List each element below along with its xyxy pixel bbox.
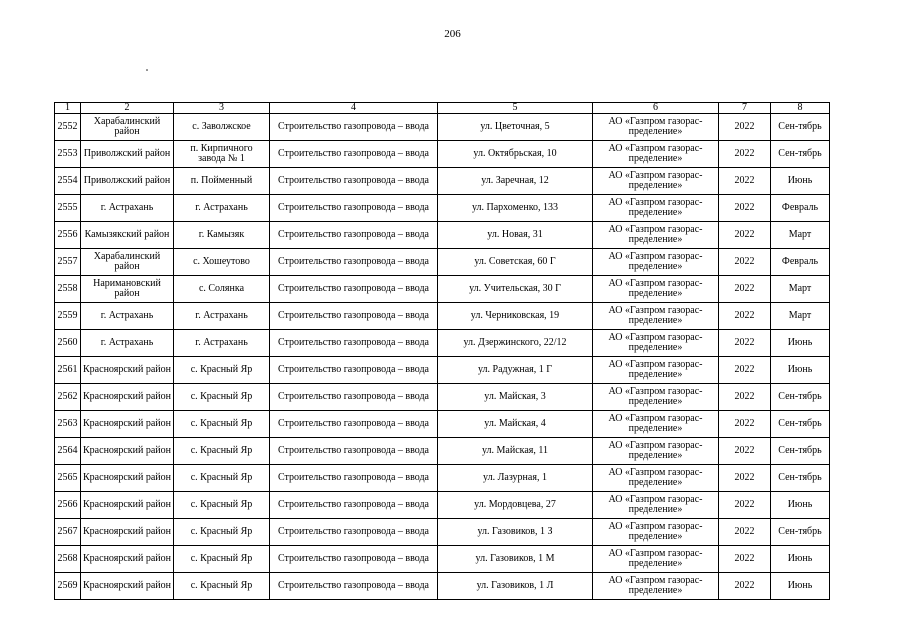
cell-district: Красноярский район: [81, 519, 174, 546]
cell-settlement: с. Красный Яр: [174, 492, 270, 519]
cell-month: Февраль: [771, 195, 830, 222]
cell-year: 2022: [719, 438, 771, 465]
cell-settlement: с. Красный Яр: [174, 384, 270, 411]
table-row: [55, 330, 830, 357]
cell-year: 2022: [719, 249, 771, 276]
cell-organization: АО «Газпром газорас-пределение»: [593, 357, 719, 384]
cell-organization: АО «Газпром газорас-пределение»: [593, 222, 719, 249]
data-table: [54, 102, 830, 600]
cell-work: Строительство газопровода – ввода: [270, 438, 438, 465]
cell-organization: АО «Газпром газорас-пределение»: [593, 492, 719, 519]
cell-number: 2555: [55, 195, 81, 222]
cell-settlement: с. Красный Яр: [174, 519, 270, 546]
cell-work: Строительство газопровода – ввода: [270, 330, 438, 357]
cell-number: 2568: [55, 546, 81, 573]
cell-settlement: г. Астрахань: [174, 330, 270, 357]
cell-street: ул. Майская, 11: [438, 438, 593, 465]
table-row: [55, 141, 830, 168]
cell-month: Июнь: [771, 357, 830, 384]
cell-year: 2022: [719, 465, 771, 492]
cell-street: ул. Мордовцева, 27: [438, 492, 593, 519]
cell-number: 2561: [55, 357, 81, 384]
cell-year: 2022: [719, 303, 771, 330]
cell-year: 2022: [719, 492, 771, 519]
cell-year: 2022: [719, 222, 771, 249]
cell-organization: АО «Газпром газорас-пределение»: [593, 249, 719, 276]
cell-number: 2564: [55, 438, 81, 465]
cell-work: Строительство газопровода – ввода: [270, 168, 438, 195]
cell-month: Июнь: [771, 573, 830, 600]
table-row: [55, 384, 830, 411]
cell-street: ул. Газовиков, 1 З: [438, 519, 593, 546]
cell-district: Красноярский район: [81, 546, 174, 573]
cell-district: Наримановский район: [81, 276, 174, 303]
cell-street: ул. Газовиков, 1 М: [438, 546, 593, 573]
cell-work: Строительство газопровода – ввода: [270, 384, 438, 411]
table-row: [55, 168, 830, 195]
cell-district: Красноярский район: [81, 573, 174, 600]
cell-street: ул. Заречная, 12: [438, 168, 593, 195]
cell-month: Июнь: [771, 546, 830, 573]
cell-organization: АО «Газпром газорас-пределение»: [593, 573, 719, 600]
cell-work: Строительство газопровода – ввода: [270, 519, 438, 546]
cell-number: 2565: [55, 465, 81, 492]
table-row: [55, 357, 830, 384]
table-row: [55, 114, 830, 141]
cell-district: Харабалинский район: [81, 249, 174, 276]
cell-district: Красноярский район: [81, 357, 174, 384]
cell-month: Сен-тябрь: [771, 438, 830, 465]
cell-district: Красноярский район: [81, 465, 174, 492]
cell-work: Строительство газопровода – ввода: [270, 357, 438, 384]
cell-district: Красноярский район: [81, 411, 174, 438]
cell-number: 2567: [55, 519, 81, 546]
column-header: 5: [438, 103, 593, 114]
column-header: 1: [55, 103, 81, 114]
cell-work: Строительство газопровода – ввода: [270, 222, 438, 249]
cell-district: г. Астрахань: [81, 330, 174, 357]
cell-street: ул. Октябрьская, 10: [438, 141, 593, 168]
cell-organization: АО «Газпром газорас-пределение»: [593, 330, 719, 357]
table-row: [55, 465, 830, 492]
column-header: 3: [174, 103, 270, 114]
table-row: [55, 303, 830, 330]
column-header: 6: [593, 103, 719, 114]
cell-work: Строительство газопровода – ввода: [270, 573, 438, 600]
cell-settlement: с. Красный Яр: [174, 411, 270, 438]
cell-month: Июнь: [771, 168, 830, 195]
cell-organization: АО «Газпром газорас-пределение»: [593, 195, 719, 222]
cell-month: Сен-тябрь: [771, 114, 830, 141]
table-row: [55, 573, 830, 600]
cell-street: ул. Майская, 3: [438, 384, 593, 411]
cell-month: Сен-тябрь: [771, 411, 830, 438]
cell-organization: АО «Газпром газорас-пределение»: [593, 168, 719, 195]
cell-year: 2022: [719, 573, 771, 600]
cell-district: Приволжский район: [81, 168, 174, 195]
cell-number: 2560: [55, 330, 81, 357]
cell-month: Март: [771, 303, 830, 330]
cell-street: ул. Газовиков, 1 Л: [438, 573, 593, 600]
cell-settlement: п. Пойменный: [174, 168, 270, 195]
cell-settlement: с. Красный Яр: [174, 573, 270, 600]
cell-settlement: с. Красный Яр: [174, 546, 270, 573]
column-header: 7: [719, 103, 771, 114]
cell-month: Сен-тябрь: [771, 519, 830, 546]
cell-settlement: с. Солянка: [174, 276, 270, 303]
cell-settlement: с. Хошеутово: [174, 249, 270, 276]
cell-number: 2554: [55, 168, 81, 195]
table-row: [55, 438, 830, 465]
table-row: [55, 519, 830, 546]
cell-street: ул. Черниковская, 19: [438, 303, 593, 330]
cell-number: 2552: [55, 114, 81, 141]
cell-work: Строительство газопровода – ввода: [270, 546, 438, 573]
cell-settlement: с. Красный Яр: [174, 357, 270, 384]
cell-year: 2022: [719, 357, 771, 384]
cell-settlement: с. Красный Яр: [174, 438, 270, 465]
table-header-row: [55, 103, 830, 114]
cell-settlement: г. Астрахань: [174, 195, 270, 222]
cell-work: Строительство газопровода – ввода: [270, 114, 438, 141]
cell-district: г. Астрахань: [81, 303, 174, 330]
cell-work: Строительство газопровода – ввода: [270, 276, 438, 303]
cell-month: Март: [771, 222, 830, 249]
cell-year: 2022: [719, 195, 771, 222]
cell-month: Сен-тябрь: [771, 141, 830, 168]
cell-street: ул. Новая, 31: [438, 222, 593, 249]
cell-month: Июнь: [771, 330, 830, 357]
cell-year: 2022: [719, 519, 771, 546]
cell-district: Красноярский район: [81, 438, 174, 465]
cell-number: 2558: [55, 276, 81, 303]
table-row: [55, 546, 830, 573]
column-header: 2: [81, 103, 174, 114]
cell-month: Февраль: [771, 249, 830, 276]
table-row: [55, 492, 830, 519]
cell-work: Строительство газопровода – ввода: [270, 465, 438, 492]
cell-street: ул. Цветочная, 5: [438, 114, 593, 141]
cell-settlement: с. Заволжское: [174, 114, 270, 141]
cell-year: 2022: [719, 168, 771, 195]
cell-district: Приволжский район: [81, 141, 174, 168]
cell-work: Строительство газопровода – ввода: [270, 303, 438, 330]
cell-year: 2022: [719, 384, 771, 411]
cell-settlement: п. Кирпичного завода № 1: [174, 141, 270, 168]
cell-district: Красноярский район: [81, 384, 174, 411]
cell-number: 2553: [55, 141, 81, 168]
cell-month: Сен-тябрь: [771, 384, 830, 411]
cell-street: ул. Майская, 4: [438, 411, 593, 438]
cell-street: ул. Пархоменко, 133: [438, 195, 593, 222]
cell-settlement: с. Красный Яр: [174, 465, 270, 492]
cell-district: г. Астрахань: [81, 195, 174, 222]
cell-year: 2022: [719, 276, 771, 303]
cell-number: 2556: [55, 222, 81, 249]
cell-street: ул. Радужная, 1 Г: [438, 357, 593, 384]
cell-district: Камызякский район: [81, 222, 174, 249]
cell-number: 2566: [55, 492, 81, 519]
cell-street: ул. Советская, 60 Г: [438, 249, 593, 276]
cell-work: Строительство газопровода – ввода: [270, 141, 438, 168]
column-header: 4: [270, 103, 438, 114]
cell-street: ул. Дзержинского, 22/12: [438, 330, 593, 357]
cell-district: Харабалинский район: [81, 114, 174, 141]
cell-street: ул. Учительская, 30 Г: [438, 276, 593, 303]
cell-organization: АО «Газпром газорас-пределение»: [593, 276, 719, 303]
cell-number: 2557: [55, 249, 81, 276]
cell-organization: АО «Газпром газорас-пределение»: [593, 141, 719, 168]
cell-year: 2022: [719, 411, 771, 438]
cell-work: Строительство газопровода – ввода: [270, 249, 438, 276]
cell-settlement: г. Астрахань: [174, 303, 270, 330]
cell-month: Сен-тябрь: [771, 465, 830, 492]
cell-organization: АО «Газпром газорас-пределение»: [593, 465, 719, 492]
cell-work: Строительство газопровода – ввода: [270, 492, 438, 519]
cell-month: Март: [771, 276, 830, 303]
column-header: 8: [771, 103, 830, 114]
cell-number: 2569: [55, 573, 81, 600]
table-row: [55, 276, 830, 303]
cell-month: Июнь: [771, 492, 830, 519]
cell-year: 2022: [719, 141, 771, 168]
cell-year: 2022: [719, 546, 771, 573]
table-row: [55, 195, 830, 222]
table-row: [55, 249, 830, 276]
cell-organization: АО «Газпром газорас-пределение»: [593, 411, 719, 438]
cell-organization: АО «Газпром газорас-пределение»: [593, 114, 719, 141]
cell-settlement: г. Камызяк: [174, 222, 270, 249]
cell-number: 2559: [55, 303, 81, 330]
cell-work: Строительство газопровода – ввода: [270, 195, 438, 222]
cell-organization: АО «Газпром газорас-пределение»: [593, 519, 719, 546]
table-row: [55, 411, 830, 438]
cell-organization: АО «Газпром газорас-пределение»: [593, 303, 719, 330]
scan-speck: [146, 69, 148, 71]
cell-district: Красноярский район: [81, 492, 174, 519]
cell-organization: АО «Газпром газорас-пределение»: [593, 546, 719, 573]
cell-organization: АО «Газпром газорас-пределение»: [593, 438, 719, 465]
cell-number: 2563: [55, 411, 81, 438]
page-number: 206: [444, 28, 461, 40]
cell-year: 2022: [719, 330, 771, 357]
table-row: [55, 222, 830, 249]
cell-organization: АО «Газпром газорас-пределение»: [593, 384, 719, 411]
cell-work: Строительство газопровода – ввода: [270, 411, 438, 438]
cell-year: 2022: [719, 114, 771, 141]
cell-number: 2562: [55, 384, 81, 411]
cell-street: ул. Лазурная, 1: [438, 465, 593, 492]
